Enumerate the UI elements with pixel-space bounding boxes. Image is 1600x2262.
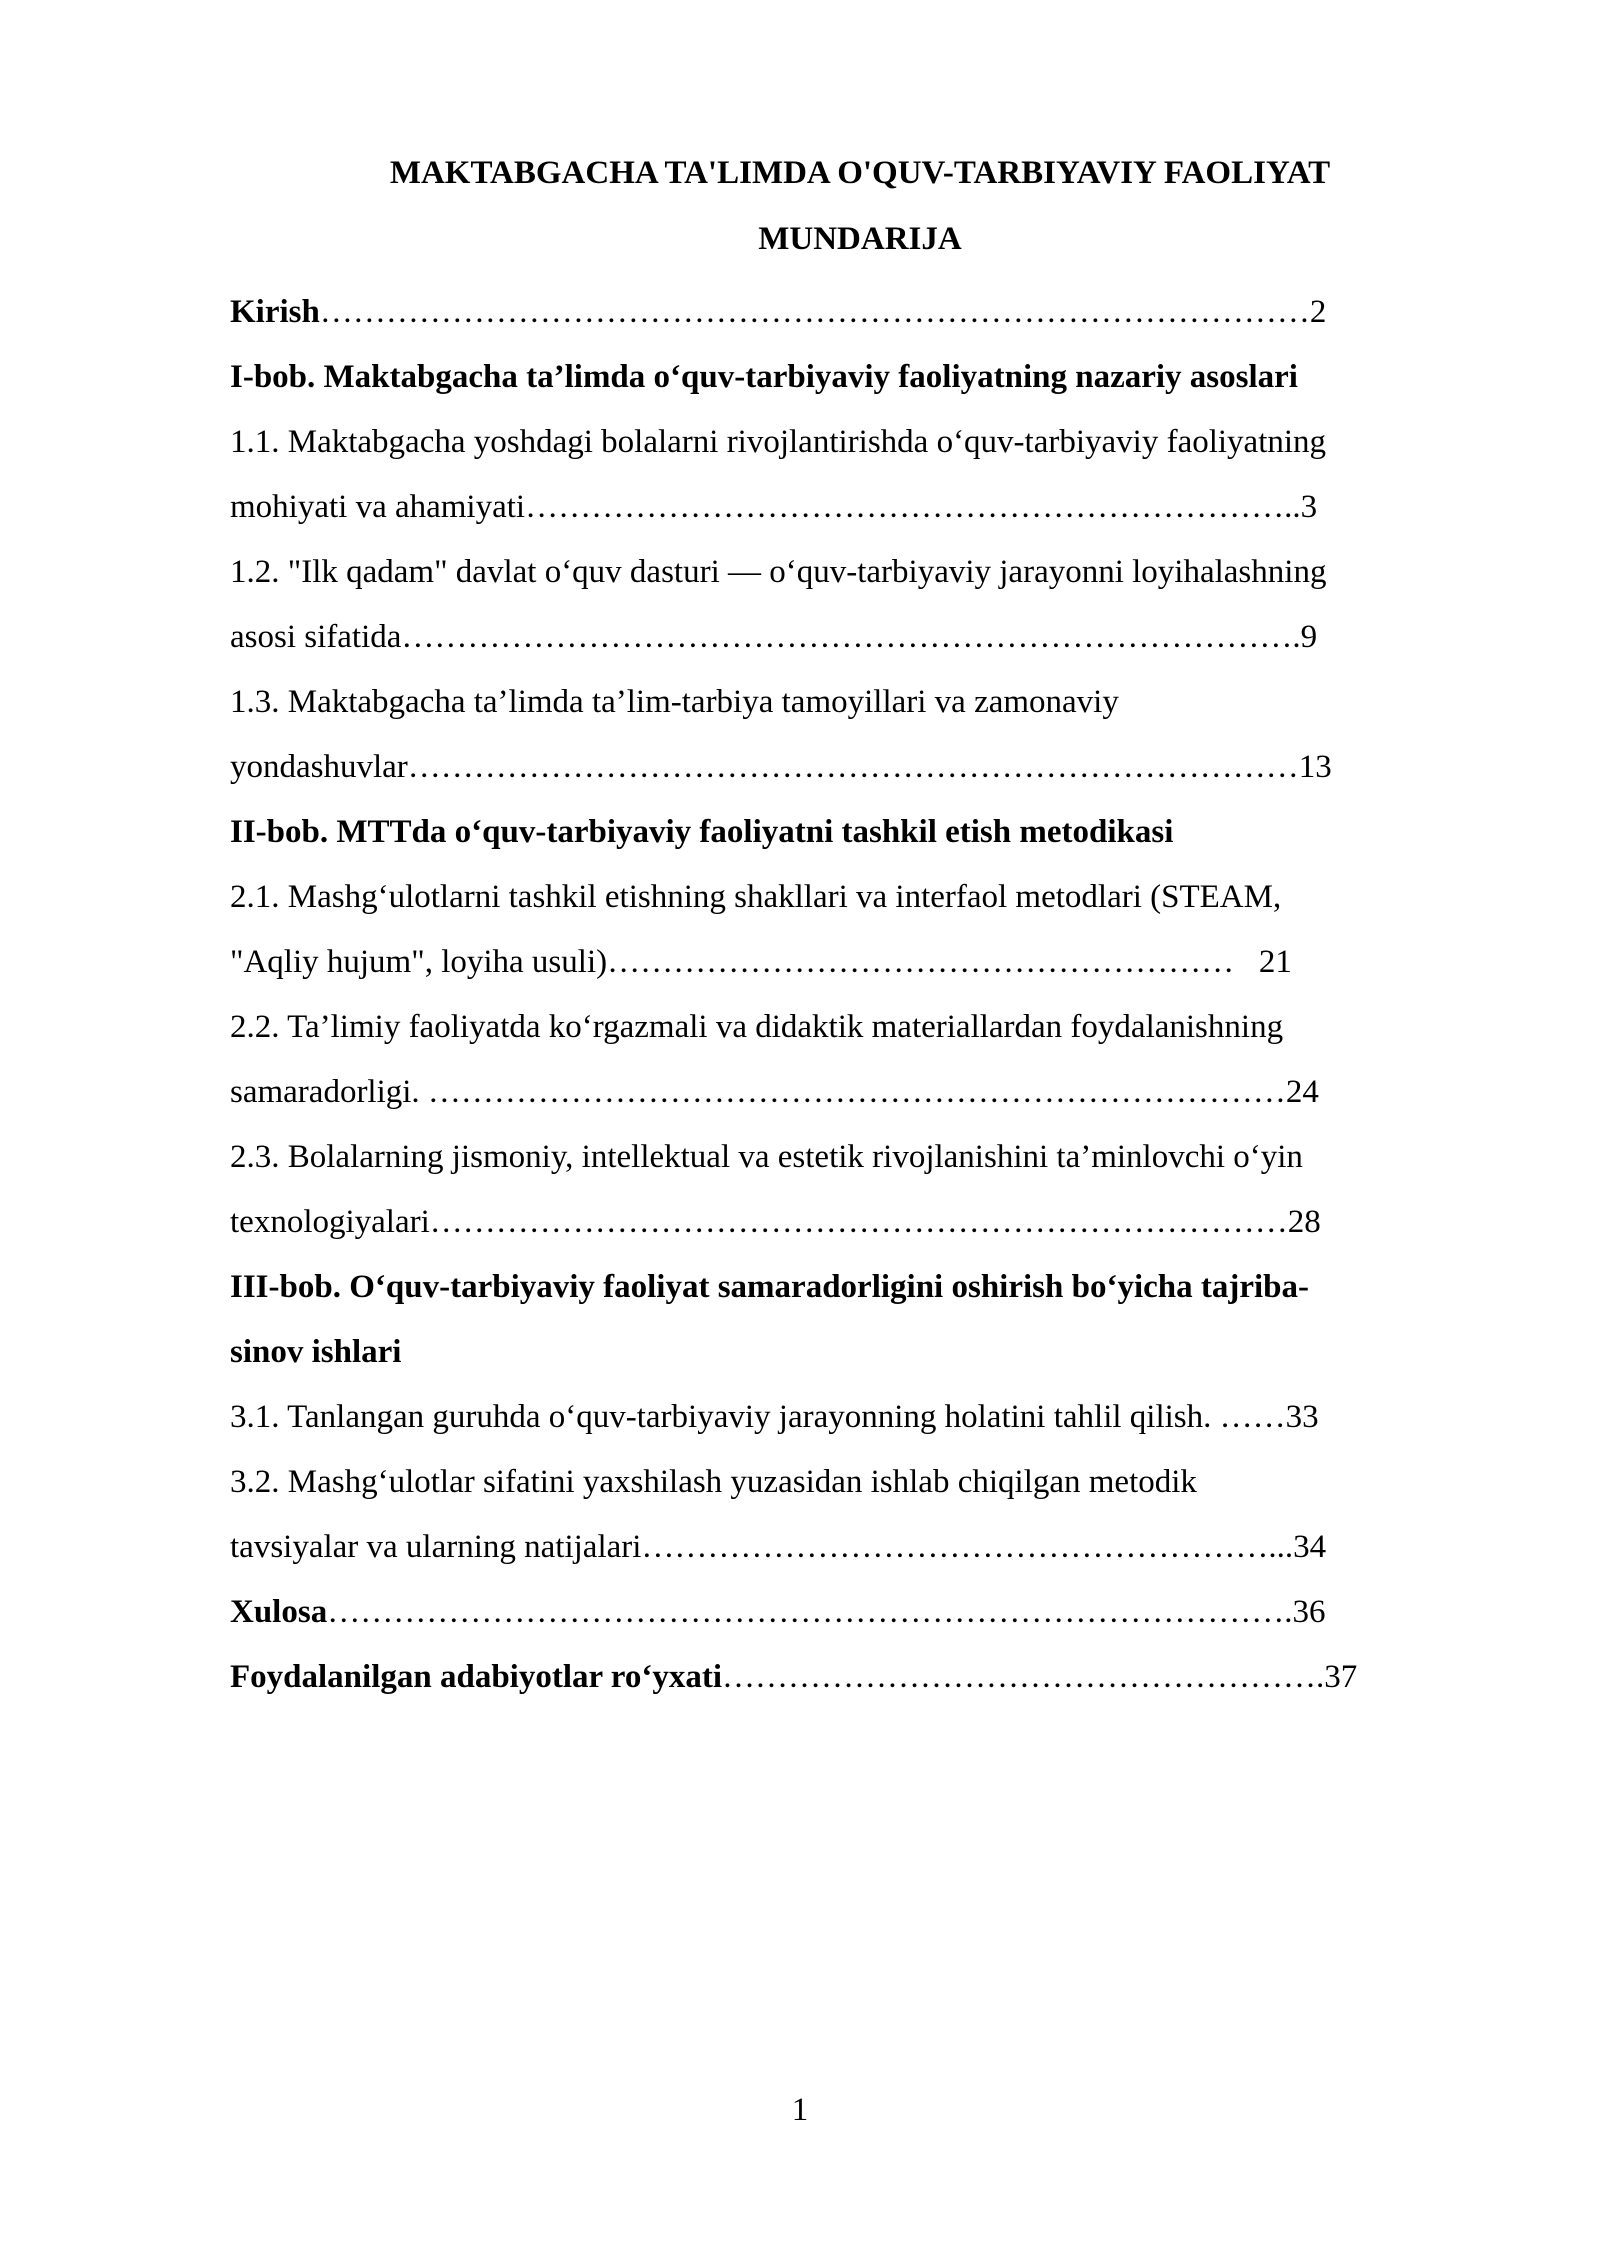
toc-entry-xulosa: [230, 1592, 1325, 1632]
toc-heading: MUNDARIJA: [758, 221, 962, 257]
toc-section-1-3-line1: 1.3. Maktabgacha ta’limda ta’lim-tarbiya tamoyillari va zamonaviy: [230, 684, 1119, 720]
toc-entry-leader: ………………………………………………………………………………2: [319, 294, 1327, 330]
toc-section-1-2-line1: 1.2. "Ilk qadam" davlat o‘quv dasturi — o‘quv-tarbiyaviy jarayonni loyihalashning: [230, 554, 1327, 590]
toc-section-2-3-line2: texnologiyalari……………………………………………………………………28: [230, 1204, 1321, 1240]
toc-chapter-3-line1: III-bob. O‘quv-tarbiyaviy faoliyat samaradorligini oshirish bo‘yicha tajriba-: [230, 1269, 1309, 1305]
toc-entry-kirish: [230, 292, 1326, 332]
page-number: 1: [791, 2092, 809, 2128]
toc-section-2-2-line1: 2.2. Ta’limiy faoliyatda ko‘rgazmali va didaktik materiallardan foydalanishning: [230, 1009, 1284, 1045]
toc-chapter-1: I-bob. Maktabgacha ta’limda o‘quv-tarbiyaviy faoliyatning nazariy asoslari: [230, 359, 1298, 395]
toc-entry-label: Xulosa: [230, 1594, 328, 1630]
document-title: MAKTABGACHA TA'LIMDA O'QUV-TARBIYAVIY FAOLIYAT: [389, 155, 1331, 191]
toc-section-1-1-line2: mohiyati va ahamiyati……………………………………………………………..3: [230, 489, 1318, 525]
toc-section-3-2-line1: 3.2. Mashg‘ulotlar sifatini yaxshilash yuzasidan ishlab chiqilgan metodik: [230, 1464, 1197, 1500]
toc-section-2-3-line1: 2.3. Bolalarning jismoniy, intellektual va estetik rivojlanishini ta’minlovchi o‘yin: [230, 1139, 1303, 1175]
toc-entry-adabiyotlar: [230, 1657, 1357, 1697]
toc-section-1-2-line2: asosi sifatida……………………………………………………………………….9: [230, 619, 1318, 655]
toc-section-2-1-line2: "Aqliy hujum", loyiha usuli)………………………………………………… 21: [230, 944, 1292, 980]
toc-entry-label: Kirish: [230, 294, 320, 330]
toc-entry-label: Foydalanilgan adabiyotlar ro‘yxati: [230, 1659, 723, 1695]
toc-section-2-2-line2: samaradorligi. ……………………………………………………………………24: [230, 1074, 1319, 1110]
toc-chapter-2: II-bob. MTTda o‘quv-tarbiyaviy faoliyatni tashkil etish metodikasi: [230, 814, 1174, 850]
toc-section-1-3-line2: yondashuvlar………………………………………………………………………13: [230, 749, 1332, 785]
toc-section-2-1-line1: 2.1. Mashg‘ulotlarni tashkil etishning shakllari va interfaol metodlari (STEAM,: [230, 879, 1282, 915]
toc-entry-leader: …………………………………………………………………………….36: [327, 1594, 1326, 1630]
toc-entry-leader: ……………………………………………….37: [722, 1659, 1358, 1695]
toc-section-3-2-line2: tavsiyalar va ularning natijalari…………………………………………………...34: [230, 1529, 1327, 1565]
toc-chapter-3-line2: sinov ishlari: [230, 1334, 402, 1370]
toc-section-1-1-line1: 1.1. Maktabgacha yoshdagi bolalarni rivojlantirishda o‘quv-tarbiyaviy faoliyatning: [230, 424, 1327, 460]
toc-section-3-1: 3.1. Tanlangan guruhda o‘quv-tarbiyaviy jarayonning holatini tahlil qilish. ……33: [230, 1399, 1319, 1435]
